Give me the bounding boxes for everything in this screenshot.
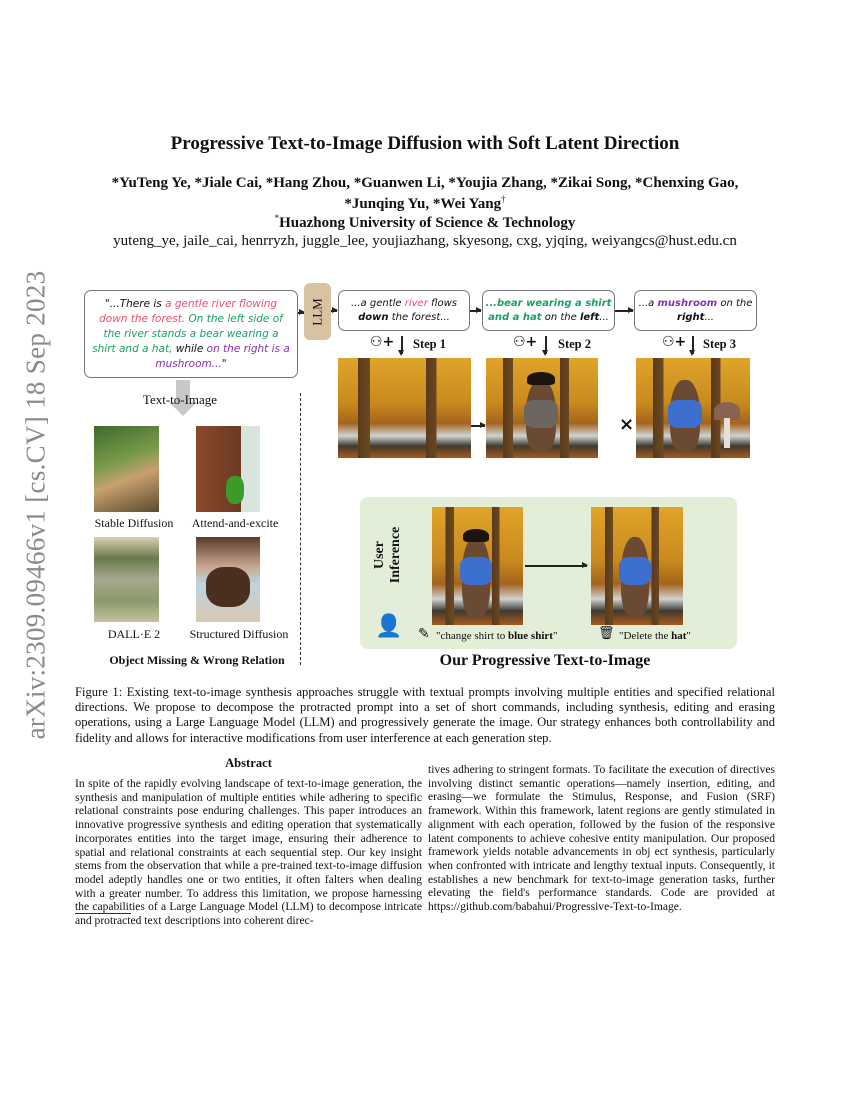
add-user-icon: ⚇+ [513,334,538,350]
attend-and-excite-label: Attend-and-excite [191,516,279,530]
shirt [668,400,702,428]
structured-diffusion-label: Structured Diffusion [189,627,289,641]
green-blob [226,476,244,504]
figure-caption: Figure 1: Existing text-to-image synthesis approaches struggle with textual prompts involving multiple entities and specified relational directions. We propose to decompose the protracted prompt into a set of short commands, including synthesis, editing and erasing operations, using a Large Language Model (LLM) and progressively generate the image. Our strategy enhances both controllability and fidelity and allows for interactive modifications from user interference at each generation step. [75,685,775,745]
arrow [331,310,337,312]
dalle2-image [94,537,159,622]
step-1-image [338,358,471,458]
hat [527,372,555,385]
hat [463,529,489,542]
down-arrow [545,336,547,354]
delete-caption: "Delete the hat" [619,630,691,642]
emails: yuteng_ye, jaile_cai, henrryzh, juggle_lee, youjiazhang, skyesong, cxg, yjqing, weiyangcs@hust.edu.cn [113,233,737,249]
arrow [471,425,485,427]
shirt [460,557,492,585]
stable-diffusion-label: Stable Diffusion [94,516,174,530]
long-prompt-box: "...There is a gentle river flowing down the forest. On the left side of the river stands a bear wearing a shirt and a hat, while on the right is a mushroom..." [84,290,298,378]
step-1-label: Step 1 [413,337,446,351]
edit-caption: "change shirt to blue shirt" [436,630,558,642]
abstract-column-2: tives adhering to stringent formats. To facilitate the execution of directives involving distinct semantic operations—namely insertion, editing, and erasing—we formulate the Stimulus, Response, and Fusion (SRF) framework. Within this framework, latent regions are gently stimulated in alignment with each operation, followed by the fusion of the responsive latent components to achieve cohesive entity manipulation. Our proposed framework yields notable advancements in obj ect synthesis, particularly when confronted with intricate and lengthy textual inputs. Consequently, it establishes a new benchmark for text-to-image generation tasks, further elevating the field's performance standards. Code are provided at https://github.com/babahui/Progressive-Text-to-Image. [428,764,775,914]
structured-diffusion-image [196,537,260,622]
dalle2-label: DALL·E 2 [107,627,161,641]
down-arrow [692,336,694,354]
step-2-label: Step 2 [558,337,591,351]
right-panel-title: Our Progressive Text-to-Image [439,652,651,669]
authors-line-1: *YuTeng Ye, *Jiale Cai, *Hang Zhou, *Guanwen Li, *Youjia Zhang, *Zikai Song, *Chenxing Gao, [111,175,739,191]
step-3-image [636,358,750,458]
mushroom-stem [724,418,730,448]
step-2-command: ...bear wearing a shirt and a hat on the left... [482,290,615,331]
arrow [615,310,633,312]
step-1-command: ...a gentle river flows down the forest... [338,290,470,331]
arrow [470,310,481,312]
down-arrow [401,336,403,354]
affiliation: *Huazhong University of Science & Technology [274,213,576,231]
user-inference-label: User Inference [372,526,403,584]
trash-icon: 🗑 [598,626,615,641]
left-panel-title: Object Missing & Wrong Relation [109,653,285,667]
paper-title: Progressive Text-to-Image Diffusion with Soft Latent Direction [170,133,680,154]
dagger: † [501,194,506,204]
user-avatar-icon: 👤 [375,613,403,638]
cross-mark: × [619,414,635,435]
affiliation-text: Huazhong University of Science & Technology [279,215,576,231]
pencil-icon: ✎ [418,627,430,642]
bear [206,567,250,607]
edit-image [432,507,523,625]
add-user-icon: ⚇+ [662,334,687,350]
stable-diffusion-image [94,426,159,512]
add-user-icon: ⚇+ [370,334,395,350]
abstract-heading: Abstract [225,756,272,770]
shirt [619,557,651,585]
authors-text: *Junqing Yu, *Wei Yang [344,196,502,212]
arxiv-stamp: arXiv:2309.09466v1 [cs.CV] 18 Sep 2023 [20,270,51,740]
arrow [525,565,587,567]
text-to-image-label: Text-to-Image [142,392,218,407]
step-3-command: ...a mushroom on the right... [634,290,757,331]
shirt [524,400,558,428]
footnote-rule [75,913,131,914]
abstract-column-1: In spite of the rapidly evolving landscape of text-to-image generation, the synthesis and manipulation of multiple entities while adhering to specific relational constraints pose enduring challenges. This paper introduces an innovative progressive synthesis and editing operation that systematically incorporates entities into the target image, ensuring their adherence to spatial and relational constraints at each sequential step. Our key insight stems from the observation that while a pre-trained text-to-image diffusion model adeptly handles one or two entities, it often falters when dealing with a greater number. To address this limitation, we propose harnessing the capabilities of a Large Language Model (LLM) to decompose intricate and protracted text descriptions into coherent direc- [75,778,422,928]
delete-image [591,507,683,625]
step-2-image [486,358,598,458]
authors-line-2 [0,194,850,213]
step-3-label: Step 3 [703,337,736,351]
llm-block: LLM [304,283,331,340]
divider [300,393,301,665]
attend-and-excite-image [196,426,260,512]
